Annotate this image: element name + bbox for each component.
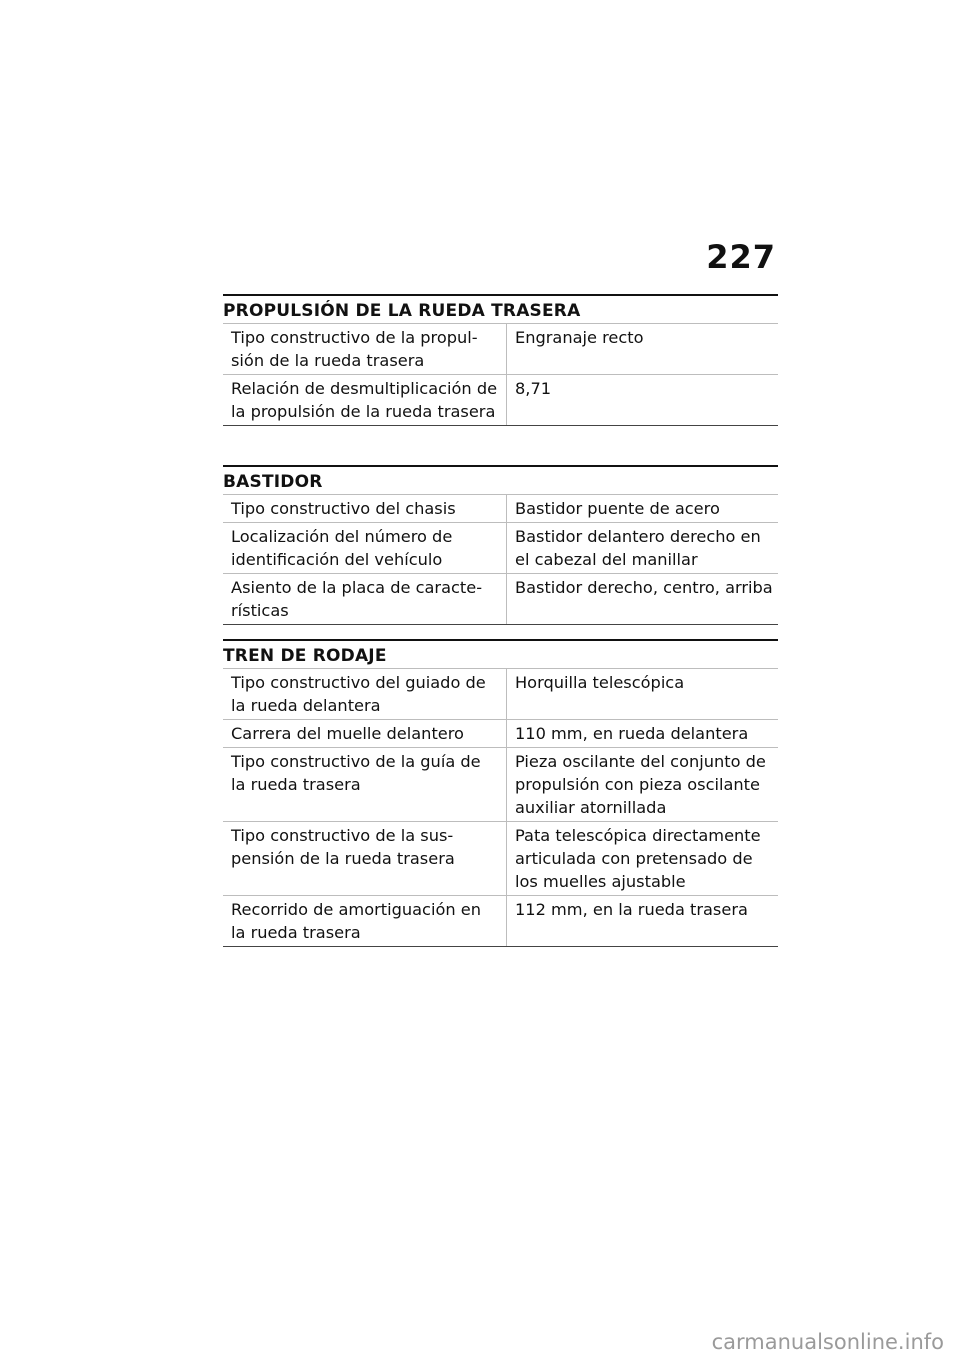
spec-label: Relación de desmultiplicación de la propulsión de la rueda trasera <box>223 375 507 426</box>
spec-label: Carrera del muelle delantero <box>223 720 507 748</box>
section-tren-de-rodaje <box>223 639 778 947</box>
table-row <box>223 375 778 426</box>
spec-value: 110 mm, en rueda delantera <box>507 720 779 748</box>
spec-value: Bastidor derecho, centro, arriba <box>507 574 779 625</box>
table-row <box>223 523 778 574</box>
section-heading: TREN DE RODAJE <box>223 639 778 668</box>
section-propulsion <box>223 294 778 426</box>
spec-value: Bastidor puente de acero <box>507 495 779 523</box>
table-row <box>223 669 778 720</box>
spec-label: Localización del número de identificación del vehículo <box>223 523 507 574</box>
spec-label: Tipo constructivo del chasis <box>223 495 507 523</box>
spec-table <box>223 494 778 625</box>
spec-label: Recorrido de amortiguación en la rueda trasera <box>223 896 507 947</box>
spec-value: Pieza oscilante del conjunto de propulsión con pieza oscilante auxiliar atornillada <box>507 748 779 822</box>
spec-value: Bastidor delantero derecho en el cabezal del manillar <box>507 523 779 574</box>
table-row <box>223 574 778 625</box>
watermark: carmanualsonline.info <box>711 1330 944 1354</box>
table-row <box>223 324 778 375</box>
table-row <box>223 495 778 523</box>
spec-label: Tipo constructivo de la guía de la rueda trasera <box>223 748 507 822</box>
section-heading: BASTIDOR <box>223 465 778 494</box>
spec-label: Tipo constructivo de la sus-pensión de la rueda trasera <box>223 822 507 896</box>
table-row <box>223 748 778 822</box>
spec-label: Asiento de la placa de caracte-rísticas <box>223 574 507 625</box>
spec-value: Horquilla telescópica <box>507 669 779 720</box>
spec-label: Tipo constructivo de la propul-sión de la rueda trasera <box>223 324 507 375</box>
spec-value: 112 mm, en la rueda trasera <box>507 896 779 947</box>
table-row <box>223 896 778 947</box>
section-bastidor <box>223 465 778 625</box>
table-row <box>223 720 778 748</box>
spec-value: Pata telescópica directamente articulada con pretensado de los muelles ajustable <box>507 822 779 896</box>
spec-label: Tipo constructivo del guiado de la rueda delantera <box>223 669 507 720</box>
spec-table <box>223 323 778 426</box>
section-heading: PROPULSIÓN DE LA RUEDA TRASERA <box>223 294 778 323</box>
spec-value: 8,71 <box>507 375 779 426</box>
spec-table <box>223 668 778 947</box>
table-row <box>223 822 778 896</box>
spec-value: Engranaje recto <box>507 324 779 375</box>
page-number: 227 <box>706 238 776 276</box>
